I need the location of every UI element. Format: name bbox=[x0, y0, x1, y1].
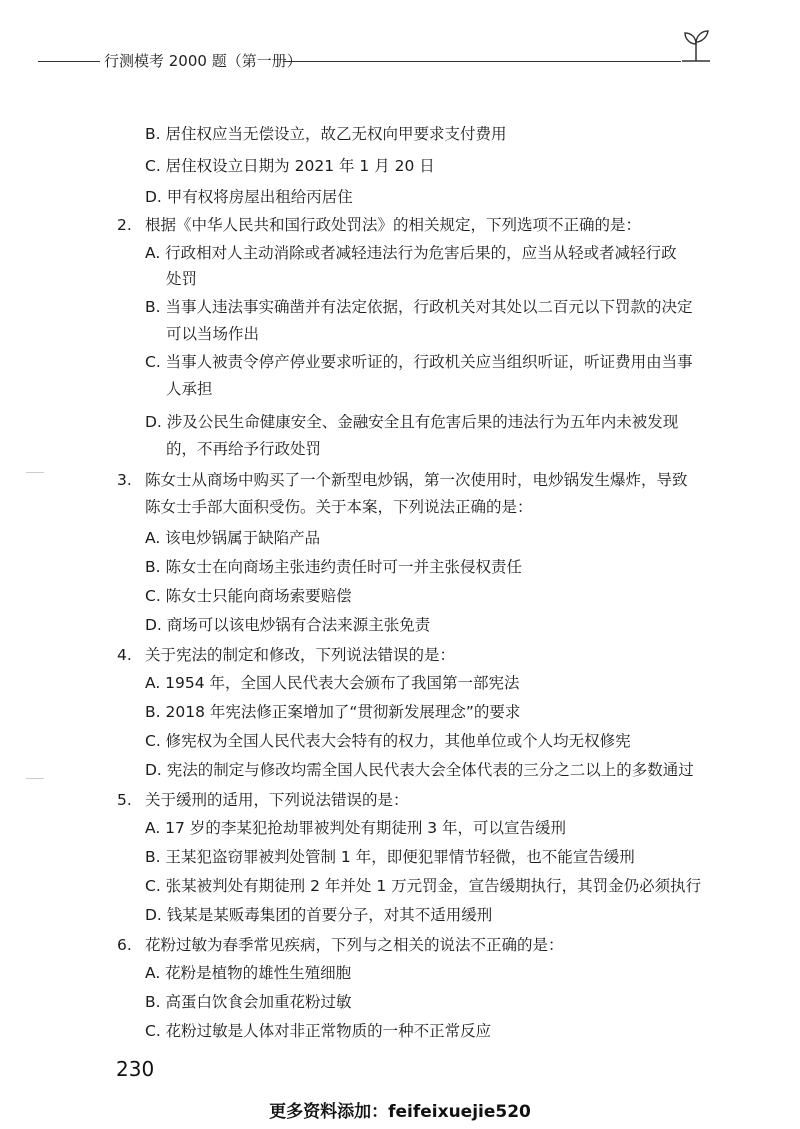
header-rule-right bbox=[283, 61, 681, 62]
option-line: D. 商场可以该电炒锅有合法来源主张免责 bbox=[145, 616, 431, 634]
question-stem: 关于宪法的制定和修改，下列说法错误的是： bbox=[145, 646, 456, 664]
option-line: C. 修宪权为全国人民代表大会特有的权力，其他单位或个人均无权修宪 bbox=[145, 732, 631, 750]
option-continuation: 人承担 bbox=[166, 380, 213, 398]
option-line: B. 2018 年宪法修正案增加了“贯彻新发展理念”的要求 bbox=[145, 703, 521, 721]
question-stem: 根据《中华人民共和国行政处罚法》的相关规定，下列选项不正确的是： bbox=[145, 216, 642, 234]
option-continuation: 处罚 bbox=[166, 270, 198, 288]
option-line: A. 17 岁的李某犯抢劫罪被判处有期徒刑 3 年，可以宣告缓刑 bbox=[145, 819, 567, 837]
running-header bbox=[0, 50, 800, 72]
option-line: A. 1954 年，全国人民代表大会颁布了我国第一部宪法 bbox=[145, 674, 520, 692]
option-line: C. 张某被判处有期徒刑 2 年并处 1 万元罚金，宣告缓期执行，其罚金仍必须执行 bbox=[145, 877, 702, 895]
question-stem-continuation: 陈女士手部大面积受伤。关于本案，下列说法正确的是： bbox=[145, 498, 533, 516]
question-number: 5. bbox=[117, 791, 132, 809]
header-title: 行测模考 2000 题（第一册） bbox=[104, 52, 302, 70]
option-line: C. 花粉过敏是人体对非正常物质的一种不正常反应 bbox=[145, 1022, 492, 1040]
page-number: 230 bbox=[116, 1057, 155, 1081]
option-line: B. 陈女士在向商场主张违约责任时可一并主张侵权责任 bbox=[145, 558, 522, 576]
option-line: B. 居住权应当无偿设立，故乙无权向甲要求支付费用 bbox=[145, 125, 507, 143]
option-line: A. 行政相对人主动消除或者减轻违法行为危害后果的，应当从轻或者减轻行政 bbox=[145, 244, 677, 262]
option-line: A. 花粉是植物的雄性生殖细胞 bbox=[145, 964, 352, 982]
question-number: 2. bbox=[117, 216, 132, 234]
option-line: C. 陈女士只能向商场索要赔偿 bbox=[145, 587, 352, 605]
option-line: D. 涉及公民生命健康安全、金融安全且有危害后果的违法行为五年内未被发现 bbox=[145, 413, 679, 431]
margin-mark bbox=[26, 778, 44, 779]
option-line: C. 居住权设立日期为 2021 年 1 月 20 日 bbox=[145, 157, 435, 175]
option-line: D. 钱某是某贩毒集团的首要分子，对其不适用缓刑 bbox=[145, 906, 493, 924]
option-line: D. 甲有权将房屋出租给丙居住 bbox=[145, 188, 353, 206]
question-number: 3. bbox=[117, 471, 132, 489]
option-line: D. 宪法的制定与修改均需全国人民代表大会全体代表的三分之二以上的多数通过 bbox=[145, 761, 694, 779]
option-continuation: 的，不再给予行政处罚 bbox=[166, 440, 322, 458]
option-continuation: 可以当场作出 bbox=[166, 325, 260, 343]
header-rule-left bbox=[38, 61, 100, 62]
footer-note: 更多资料添加：feifeixuejie520 bbox=[269, 1102, 531, 1122]
option-line: A. 该电炒锅属于缺陷产品 bbox=[145, 529, 321, 547]
margin-mark bbox=[26, 472, 44, 473]
option-line: B. 高蛋白饮食会加重花粉过敏 bbox=[145, 993, 352, 1011]
question-stem: 关于缓刑的适用，下列说法错误的是： bbox=[145, 791, 409, 809]
option-line: C. 当事人被责令停产停业要求听证的，行政机关应当组织听证，听证费用由当事 bbox=[145, 353, 693, 371]
question-number: 4. bbox=[117, 646, 132, 664]
sprout-icon bbox=[676, 28, 716, 64]
question-stem: 花粉过敏为春季常见疾病，下列与之相关的说法不正确的是： bbox=[145, 936, 564, 954]
option-line: B. 当事人违法事实确凿并有法定依据，行政机关对其处以二百元以下罚款的决定 bbox=[145, 298, 693, 316]
option-line: B. 王某犯盗窃罪被判处管制 1 年，即便犯罪情节轻微，也不能宣告缓刑 bbox=[145, 848, 635, 866]
question-number: 6. bbox=[117, 936, 132, 954]
question-stem: 陈女士从商场中购买了一个新型电炒锅，第一次使用时，电炒锅发生爆炸，导致 bbox=[145, 471, 688, 489]
